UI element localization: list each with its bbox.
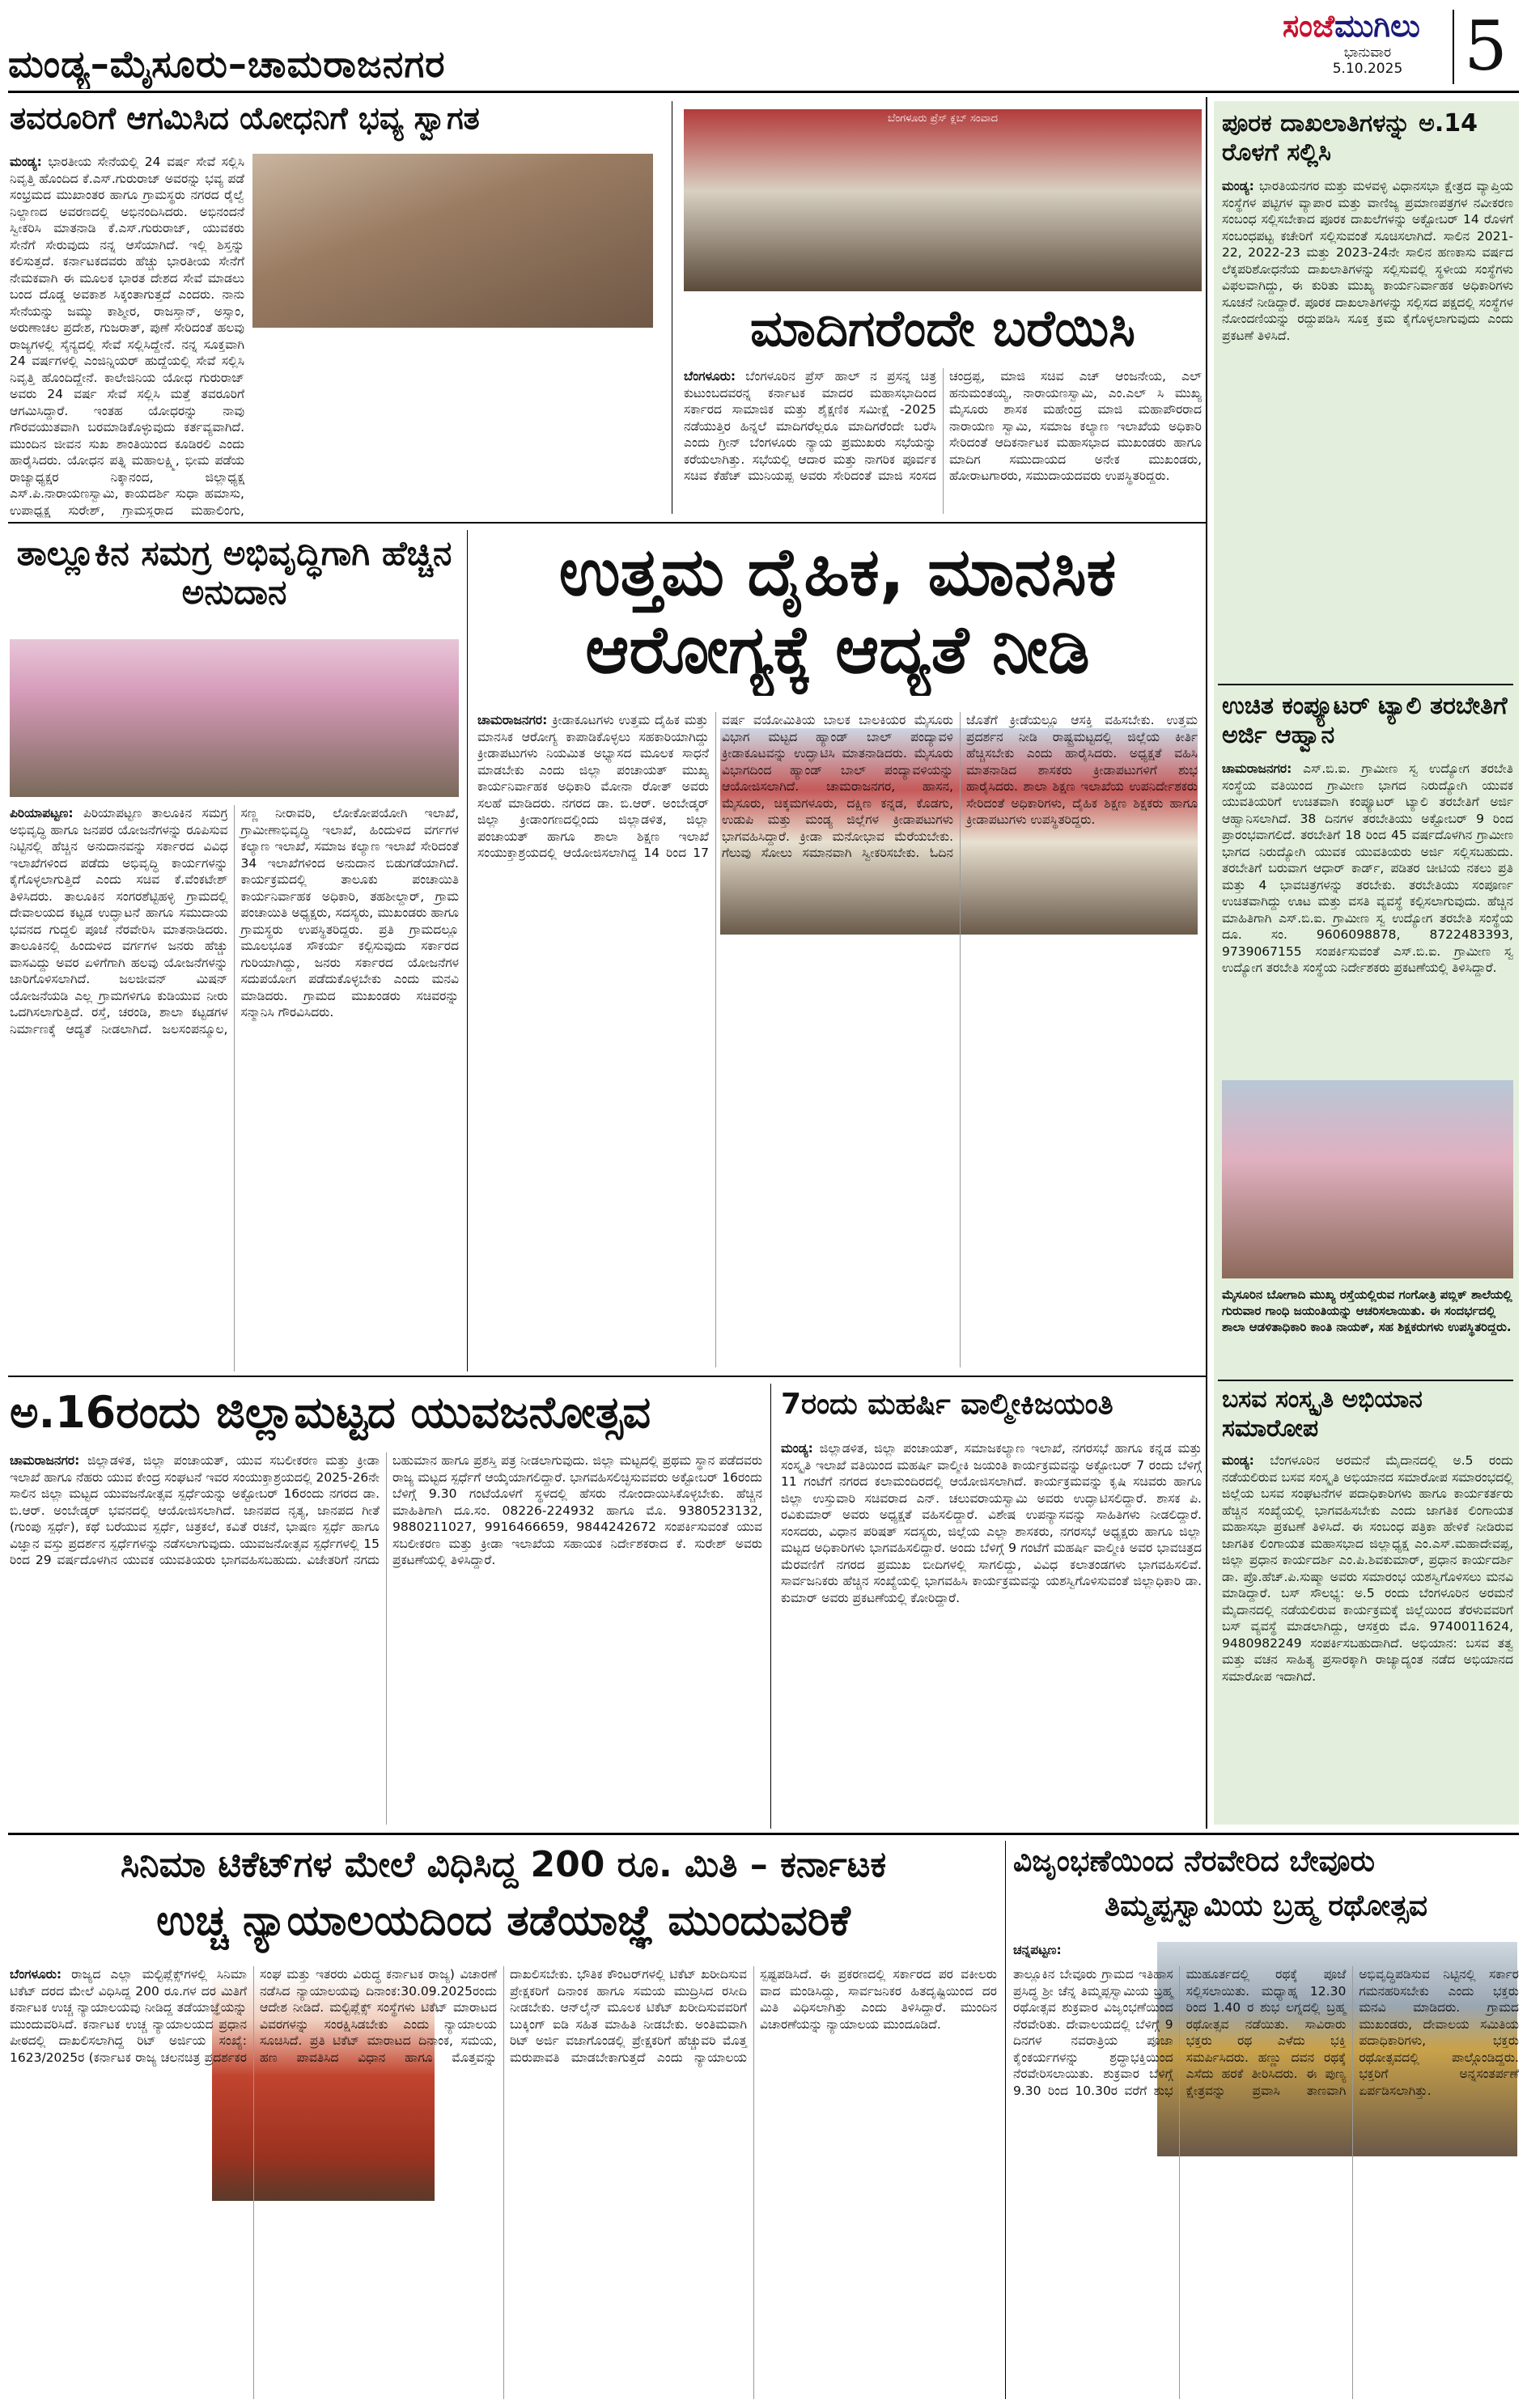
masthead-day: ಭಾನುವಾರ <box>1343 45 1392 61</box>
sidebar-supplement-body <box>1222 178 1513 680</box>
dateline: ಚಾಮರಾಜನಗರ: <box>477 713 548 727</box>
divider <box>467 530 468 1371</box>
article-welcome-text: ಭಾರತೀಯ ಸೇನೆಯಲ್ಲಿ 24 ವರ್ಷ ಸೇವೆ ಸಲ್ಲಿಸಿ ನಿವೃತ್ತಿ ಹೊಂದಿದ ಕೆ.ಎಸ್.ಗುರುರಾಜ್ ಅವರನ್ನು ಭವ್ಯ ಪಡೆ ಸಂಭ್ರಮದ ಮುಖಾಂತರ ಹಾಗೂ ಗ್ರಾಮಸ್ಥರು ನಗರದ ರೈಲ್ವೆ ನಿಲ್ದಾಣದ ಅವರಣದಲ್ಲಿ ಅಭಿನಂದಿಸಿದರು. ಅಭಿನಂದನೆ ಸ್ವೀಕರಿಸಿ ಮಾತನಾಡಿ ಕೆ.ಎಸ್.ಗುರುರಾಜ್, ಯುವಕರು ಸೇನೆಗೆ ಸೇರುವುದು ನನ್ನ ಆಸೆಯಾಗಿದೆ. ಇಲ್ಲಿ ಶಿಸ್ತನ್ನು ಕಲಿಸುತ್ತದೆ. ಕರ್ನಾಟಕದವರು ಹೆಚ್ಚು ಭಾರತೀಯ ಸೇನೆಗೆ ನೇಮಕವಾಗಿ ಈ ಮೂಲಕ ಭಾರತ ದೇಶದ ಸೇವೆ ಮಾಡಲು ಬಂದ ದೊಡ್ಡ ಅವಕಾಶ ಸಿಕ್ಕಂತಾಗುತ್ತದೆ ಎಂದರು. ನಾನು ಸೇನೆಯನ್ನು ಜಮ್ಮು ಕಾಶ್ಮೀರ, ರಾಜಸ್ತಾನ್, ಅಸ್ಸಾಂ, ಅರುಣಾಚಲ ಪ್ರದೇಶ, ಗುಜರಾತ್, ಪುಣೆ ಸೇರಿದಂತೆ ಹಲವು ರಾಜ್ಯಗಳಲ್ಲಿ ಸೈನ್ಯದಲ್ಲಿ ಸೇವೆ ಸಲ್ಲಿಸಿದ್ದೇನೆ. ನನ್ನ ಸೂಕ್ತವಾಗಿ 24 ವರ್ಷಗಳಲ್ಲಿ ಎಂಜಿನ್ನಿಯರ್ ಹುದ್ದೆಯಲ್ಲಿ ಸೇವೆ ಸಲ್ಲಿಸಿ ನಿವೃತ್ತಿ ಹೊಂದಿದ್ದೇನೆ. ಕಾಲೇಜಿನಿಯ ಯೋಧ ಗುರುರಾಜ್ ಅವರು 24 ವರ್ಷ ಸೇವೆ ಸಲ್ಲಿಸಿ ಮತ್ತೆ ತವರೂರಿಗೆ ಆಗಮಿಸಿದ್ದಾರೆ. ಇಂತಹ ಯೋಧರನ್ನು ನಾವು ಗೌರವಯುತವಾಗಿ ಬರಮಾಡಿಕೊಳ್ಳುವುದು ಕರ್ತವ್ಯವಾಗಿದೆ. ಮುಂದಿನ ಜೀವನ ಸುಖ ಶಾಂತಿಯಿಂದ ಕೂಡಿರಲಿ ಎಂದು ಹಾರೈಸಿದರು. ಯೋಧನ ಪತ್ನಿ ಮಹಾಲಕ್ಷ್ಮಿ, ಭೀಮ ಪಡೆಯ ರಾಜ್ಯಾಧ್ಯಕ್ಷರ ನಿಕ್ಕಾನಂದ, ಜಿಲ್ಲಾಧ್ಯಕ್ಷ ಎಸ್.ಪಿ.ನಾರಾಯಣಸ್ವಾಮಿ, ಕಾಯದರ್ಶಿ ಸುಧಾ ಹಮಾಸು, ಉಪಾಧ್ಯಕ್ಷ ಸುರೇಶ್, ಗ್ರಾಮಸ್ಥರಾದ ಮಹಾಲಿಂಗು, <box>10 155 244 518</box>
sidebar-supplement-headline: ಪೂರಕ ದಾಖಲಾತಿಗಳನ್ನು ಅ.14 ರೊಳಗೆ ಸಲ್ಲಿಸಿ <box>1222 109 1478 167</box>
dateline: ಪಿರಿಯಾಪಟ್ಟಣ: <box>10 806 74 820</box>
article-welcome-photo <box>252 154 653 328</box>
dateline: ಮಂಡ್ಯ: <box>1222 1453 1254 1468</box>
article-taluk-headline: ತಾಲ್ಲೂಕಿನ ಸಮಗ್ರ ಅಭಿವೃದ್ಧಿಗಾಗಿ ಹೆಚ್ಚಿನ ಅನುದಾನ <box>16 534 452 613</box>
sidebar-photo <box>1222 1080 1513 1278</box>
article-welcome-body-a <box>10 154 244 518</box>
brand-part1: ಸಂಜೆ <box>1283 8 1335 44</box>
dateline: ಬೆಂಗಳೂರು: <box>684 369 736 384</box>
article-madiga-banner: ಬೆಂಗಳೂರು ಪ್ರೆಸ್‌ ಕ್ಲಬ್ ಸಂವಾದ <box>888 112 998 125</box>
article-cinema-text: ರಾಜ್ಯದ ಎಲ್ಲಾ ಮಲ್ಟಿಪ್ಲೆಕ್ಸ್‌ಗಳಲ್ಲಿ ಸಿನಿಮಾ ಟಿಕೆಟ್ ದರದ ಮೇಲೆ ವಿಧಿಸಿದ್ದ 200 ರೂ.ಗಳ ದರ ಮಿತಿಗೆ ಕರ್ನಾಟಕ ಉಚ್ಚ ನ್ಯಾಯಾಲಯವು ನೀಡಿದ್ದ ತಡೆಯಾಜ್ಞೆಯನ್ನು ಮುಂದುವರಿಸಿದೆ. ಕರ್ನಾಟಕ ಉಚ್ಚ ನ್ಯಾಯಾಲಯದ ಪ್ರಧಾನ ಪೀಠದಲ್ಲಿ ದಾಖಲಿಸಲಾಗಿದ್ದ ರಿಟ್ ಅರ್ಜಿಯ ಸಂಖ್ಯೆ: 1623/2025ರ (ಕರ್ನಾಟಕ ರಾಜ್ಯ ಚಲನಚಿತ್ರ ಪ್ರದರ್ಶಕರ ಸಂಘ ಮತ್ತು ಇತರರು ವಿರುದ್ಧ ಕರ್ನಾಟಕ ರಾಜ್ಯ) ವಿಚಾರಣೆ ನಡೆಸಿದ ನ್ಯಾಯಾಲಯವು ದಿನಾಂಕ:30.09.2025ರಂದು ಆದೇಶ ನೀಡಿದೆ. ಮಲ್ಟಿಪ್ಲೆಕ್ಸ್ ಸಂಸ್ಥೆಗಳು ಟಿಕೆಟ್ ಮಾರಾಟದ ವಿವರಗಳನ್ನು ಸಂರಕ್ಷಿಸಿಡಬೇಕು ಎಂದು ನ್ಯಾಯಾಲಯ ಸೂಚಿಸಿದೆ. ಪ್ರತಿ ಟಿಕೆಟ್ ಮಾರಾಟದ ದಿನಾಂಕ, ಸಮಯ, ಹಣ ಪಾವತಿಸಿದ ವಿಧಾನ ಹಾಗೂ ಮೊತ್ತವನ್ನು ದಾಖಲಿಸಬೇಕು. ಭೌತಿಕ ಕೌಂಟರ್‌ಗಳಲ್ಲಿ ಟಿಕೆಟ್ ಖರೀದಿಸುವ ಪ್ರೇಕ್ಷಕರಿಗೆ ದಿನಾಂಕ ಹಾಗೂ ಸಮಯ ಮುದ್ರಿಸಿದ ರಸೀದಿ ನೀಡಬೇಕು. ಆನ್‌ಲೈನ್ ಮೂಲಕ ಟಿಕೆಟ್ ಖರೀದಿಸುವವರಿಗೆ ಬುಕ್ಕಿಂಗ್ ಐಡಿ ಸಹಿತ ಮಾಹಿತಿ ನೀಡಬೇಕು. ಅಂತಿಮವಾಗಿ ರಿಟ್ ಅರ್ಜಿ ವಜಾಗೊಂಡಲ್ಲಿ ಪ್ರೇಕ್ಷಕರಿಗೆ ಹೆಚ್ಚುವರಿ ಮೊತ್ತ ಮರುಪಾವತಿ ಮಾಡಬೇಕಾಗುತ್ತದೆ ಎಂದು ನ್ಯಾಯಾಲಯ ಸ್ಪಷ್ಟಪಡಿಸಿದೆ. ಈ ಪ್ರಕರಣದಲ್ಲಿ ಸರ್ಕಾರದ ಪರ ವಕೀಲರು ವಾದ ಮಂಡಿಸಿದ್ದು, ಸಾರ್ವಜನಿಕರ ಹಿತದೃಷ್ಟಿಯಿಂದ ದರ ಮಿತಿ ವಿಧಿಸಲಾಗಿತ್ತು ಎಂದು ತಿಳಿಸಿದ್ದಾರೆ. ಮುಂದಿನ ವಿಚಾರಣೆಯನ್ನು ನ್ಯಾಯಾಲಯ ಮುಂದೂಡಿದೆ. <box>10 1967 997 2065</box>
dateline: ಮಂಡ್ಯ: <box>10 155 42 169</box>
article-valmiki-headline: 7ರಂದು ಮಹರ್ಷಿ ವಾಲ್ಮೀಕಿಜಯಂತಿ <box>781 1388 1113 1421</box>
spacer <box>708 712 709 713</box>
masthead-brand <box>1283 8 1453 45</box>
row-rule <box>8 1833 1519 1835</box>
masthead-date: 5.10.2025 <box>1332 61 1403 77</box>
dateline: ಮಂಡ್ಯ: <box>1222 179 1254 193</box>
divider <box>770 1384 771 1829</box>
sidebar-computer-text: ಎಸ್.ಬಿ.ಐ. ಗ್ರಾಮೀಣ ಸ್ವ ಉದ್ಯೋಗ ತರಬೇತಿ ಸಂಸ್ಥೆಯ ವತಿಯಿಂದ ಗ್ರಾಮೀಣ ಭಾಗದ ನಿರುದ್ಯೋಗಿ ಯುವಕ ಯುವತಿಯರಿಗೆ ಉಚಿತವಾಗಿ ಕಂಪ್ಯೂಟರ್ ಟ್ಯಾಲಿ ತರಬೇತಿಗೆ ಅರ್ಜಿ ಆಹ್ವಾನಿಸಲಾಗಿದೆ. 38 ದಿನಗಳ ತರಬೇತಿಯು ಅಕ್ಟೋಬರ್ 9 ರಿಂದ ಪ್ರಾರಂಭವಾಗಲಿದೆ. ತರಬೇತಿಗೆ 18 ರಿಂದ 45 ವರ್ಷದೊಳಗಿನ ಗ್ರಾಮೀಣ ಭಾಗದ ನಿರುದ್ಯೋಗಿ ಯುವಕ ಯುವತಿಯರು ಅರ್ಜಿ ಸಲ್ಲಿಸಬಹುದು. ತರಬೇತಿಗೆ ಬರುವಾಗ ಆಧಾರ್ ಕಾರ್ಡ್, ಪಡಿತರ ಚೀಟಿಯ ನಕಲು ಪ್ರತಿ ಮತ್ತು 4 ಭಾವಚಿತ್ರಗಳನ್ನು ತರಬೇಕು. ತರಬೇತಿಯು ಸಂಪೂರ್ಣ ಉಚಿತವಾಗಿದ್ದು ಊಟ ಮತ್ತು ವಸತಿ ವ್ಯವಸ್ಥೆ ಕಲ್ಪಿಸಲಾಗುವುದು. ಹೆಚ್ಚಿನ ಮಾಹಿತಿಗಾಗಿ ಎಸ್.ಬಿ.ಐ. ಗ್ರಾಮೀಣ ಸ್ವ ಉದ್ಯೋಗ ತರಬೇತಿ ಸಂಸ್ಥೆಯ ದೂ. ಸಂ. 9606098878, 8722483393, 9739067155 ಸಂಪರ್ಕಿಸುವಂತೆ ಎಸ್.ಬಿ.ಐ. ಗ್ರಾಮೀಣ ಸ್ವ ಉದ್ಯೋಗ ತರಬೇತಿ ಸಂಸ್ಥೆಯ ನಿರ್ದೇಶಕರು ಪ್ರಕಟಣೆಯಲ್ಲಿ ತಿಳಿಸಿದ್ದಾರೆ. <box>1222 761 1513 975</box>
divider <box>1218 684 1513 685</box>
top-rule <box>8 91 1519 93</box>
dateline: ಚನ್ನಪಟ್ಟಣ: <box>1013 1943 1062 1957</box>
dateline: ಚಾಮರಾಜನಗರ: <box>10 1453 80 1468</box>
sidebar-basava-text: ಬೆಂಗಳೂರಿನ ಅರಮನೆ ಮೈದಾನದಲ್ಲಿ ಅ.5 ರಂದು ನಡೆಯಲಿರುವ ಬಸವ ಸಂಸ್ಕೃತಿ ಅಭಿಯಾನದ ಸಮಾರೋಪ ಸಮಾರಂಭದಲ್ಲಿ ಜಿಲ್ಲೆಯ ಬಸವ ಸಂಘಟನೆಗಳ ಪದಾಧಿಕಾರಿಗಳು ಹಾಗೂ ಕಾರ್ಯಕರ್ತರು ಹೆಚ್ಚಿನ ಸಂಖ್ಯೆಯಲ್ಲಿ ಭಾಗವಹಿಸಬೇಕು ಎಂದು ಜಾಗತಿಕ ಲಿಂಗಾಯತ ಮಹಾಸಭಾ ಪ್ರಕಟಣೆ ತಿಳಿಸಿದೆ. ಈ ಸಂಬಂಧ ಪತ್ರಿಕಾ ಹೇಳಿಕೆ ನೀಡಿರುವ ಜಾಗತಿಕ ಲಿಂಗಾಯತ ಮಹಾಸಭಾದ ಜಿಲ್ಲಾಧ್ಯಕ್ಷ ಎಂ.ಎಸ್.ಮಹಾದೇವಪ್ಪ, ಜಿಲ್ಲಾ ಪ್ರಧಾನ ಕಾರ್ಯದರ್ಶಿ ಎಂ.ಪಿ.ಶಿವಕುಮಾರ್, ಪ್ರಧಾನ ಕಾರ್ಯದರ್ಶಿ ಡಾ. ಪ್ರೊ.ಹೆಚ್.ಪಿ.ಸುಷ್ಮಾ ಅವರು ಸಮಾರಂಭ ಯಶಸ್ವಿಗೊಳಿಸಲು ಮನವಿ ಮಾಡಿದ್ದಾರೆ. ಬಸ್ ಸೌಲಭ್ಯ: ಅ.5 ರಂದು ಬೆಂಗಳೂರಿನ ಅರಮನೆ ಮೈದಾನದಲ್ಲಿ ನಡೆಯಲಿರುವ ಕಾರ್ಯಕ್ರಮಕ್ಕೆ ಜಿಲ್ಲೆಯಿಂದ ತೆರಳುವವರಿಗೆ ಬಸ್ ವ್ಯವಸ್ಥೆ ಮಾಡಲಾಗಿದ್ದು, ಆಸಕ್ತರು ಮೊ. 9740011624, 9480982249 ಸಂಪರ್ಕಿಸಬಹುದಾಗಿದೆ. ಅಭಿಯಾನ: ಬಸವ ತತ್ವ ಮತ್ತು ವಚನ ಸಾಹಿತ್ಯ ಪ್ರಸಾರಕ್ಕಾಗಿ ರಾಜ್ಯಾದ್ಯಂತ ನಡೆದ ಅಭಿಯಾನದ ಸಮಾರೋಪ ಇದಾಗಿದೆ. <box>1222 1453 1513 1684</box>
article-taluk-photo <box>10 639 459 797</box>
article-madiga-body <box>684 368 1202 514</box>
article-youth-headline: ಅ.16ರಂದು ಜಿಲ್ಲಾಮಟ್ಟದ ಯುವಜನೋತ್ಸವ <box>10 1388 651 1438</box>
article-chariot-body <box>1013 1966 1519 2399</box>
article-madiga-photo <box>684 109 1202 291</box>
sidebar-basava-body <box>1222 1452 1513 1821</box>
article-youth-text: ಜಿಲ್ಲಾಡಳಿತ, ಜಿಲ್ಲಾ ಪಂಚಾಯತ್, ಯುವ ಸಬಲೀಕರಣ ಮತ್ತು ಕ್ರೀಡಾ ಇಲಾಖೆ ಹಾಗೂ ನೆಹರು ಯುವ ಕೇಂದ್ರ ಸಂಘಟನೆ ಇವರ ಸಂಯುಕ್ತಾಶ್ರಯದಲ್ಲಿ 2025-26ನೇ ಸಾಲಿನ ಜಿಲ್ಲಾ ಮಟ್ಟದ ಯುವಜನೋತ್ಸವ ಸ್ಪರ್ಧೆಯನ್ನು ಅಕ್ಟೋಬರ್ 16ರಂದು ನಗರದ ಡಾ. ಬಿ.ಆರ್. ಅಂಬೇಡ್ಕರ್ ಭವನದಲ್ಲಿ ಆಯೋಜಿಸಲಾಗಿದೆ. ಜಾನಪದ ನೃತ್ಯ, ಜಾನಪದ ಗೀತೆ (ಗುಂಪು ಸ್ಪರ್ಧೆ), ಕಥೆ ಬರೆಯುವ ಸ್ಪರ್ಧೆ, ಚಿತ್ರಕಲೆ, ಕವಿತೆ ರಚನೆ, ಭಾಷಣ ಸ್ಪರ್ಧೆ ಹಾಗೂ ವಿಜ್ಞಾನ ವಸ್ತು ಪ್ರದರ್ಶನ ಸ್ಪರ್ಧೆಗಳನ್ನು ನಡೆಸಲಾಗುವುದು. ಯುವಜನೋತ್ಸವ ಸ್ಪರ್ಧೆಗಳಲ್ಲಿ 15 ರಿಂದ 29 ವರ್ಷದೊಳಗಿನ ಯುವಕ ಯುವತಿಯರು ಭಾಗವಹಿಸಬಹುದು. ವಿಜೇತರಿಗೆ ನಗದು ಬಹುಮಾನ ಹಾಗೂ ಪ್ರಶಸ್ತಿ ಪತ್ರ ನೀಡಲಾಗುವುದು. ಜಿಲ್ಲಾ ಮಟ್ಟದಲ್ಲಿ ಪ್ರಥಮ ಸ್ಥಾನ ಪಡೆದವರು ರಾಜ್ಯ ಮಟ್ಟದ ಸ್ಪರ್ಧೆಗೆ ಆಯ್ಕೆಯಾಗಲಿದ್ದಾರೆ. ಭಾಗವಹಿಸಲಿಚ್ಛಿಸುವವರು ಅಕ್ಟೋಬರ್ 16ರಂದು ಬೆಳಿಗ್ಗೆ 9.30 ಗಂಟೆಯೊಳಗೆ ಸ್ಥಳದಲ್ಲಿ ಹೆಸರು ನೋಂದಾಯಿಸಿಕೊಳ್ಳಬೇಕು. ಹೆಚ್ಚಿನ ಮಾಹಿತಿಗಾಗಿ ದೂ.ಸಂ. 08226-224932 ಹಾಗೂ ಮೊ. 9380523132, 9880211027, 9916466659, 9844242672 ಸಂಪರ್ಕಿಸುವಂತೆ ಯುವ ಸಬಲೀಕರಣ ಮತ್ತು ಕ್ರೀಡಾ ಇಲಾಖೆಯ ಸಹಾಯಕ ನಿರ್ದೇಶಕರಾದ ಕೆ. ಸುರೇಶ್ ಅವರು ಪ್ರಕಟಣೆಯಲ್ಲಿ ತಿಳಿಸಿದ್ದಾರೆ. <box>10 1453 762 1567</box>
dateline: ಬೆಂಗಳೂರು: <box>10 1967 62 1982</box>
article-youth-body <box>10 1452 762 1825</box>
article-cinema-headline-2: ಉಚ್ಚ ನ್ಯಾಯಾಲಯದಿಂದ ತಡೆಯಾಜ್ಞೆ ಮುಂದುವರಿಕೆ <box>156 1897 850 1945</box>
article-valmiki-text: ಜಿಲ್ಲಾಡಳಿತ, ಜಿಲ್ಲಾ ಪಂಚಾಯತ್, ಸಮಾಜಕಲ್ಯಾಣ ಇಲಾಖೆ, ನಗರಸಭೆ ಹಾಗೂ ಕನ್ನಡ ಮತ್ತು ಸಂಸ್ಕೃತಿ ಇಲಾಖೆ ವತಿಯಿಂದ ಮಹರ್ಷಿ ವಾಲ್ಮೀಕಿ ಜಯಂತಿ ಕಾರ್ಯಕ್ರಮವನ್ನು ಅಕ್ಟೋಬರ್ 7 ರಂದು ಬೆಳಿಗ್ಗೆ 11 ಗಂಟೆಗೆ ನಗರದ ಕಲಾಮಂದಿರದಲ್ಲಿ ಆಯೋಜಿಸಲಾಗಿದೆ. ಕಾರ್ಯಕ್ರಮವನ್ನು ಕೃಷಿ ಸಚಿವರು ಹಾಗೂ ಜಿಲ್ಲಾ ಉಸ್ತುವಾರಿ ಸಚಿವರಾದ ಎನ್. ಚಲುವರಾಯಸ್ವಾಮಿ ಅವರು ಉದ್ಘಾಟಿಸಲಿದ್ದಾರೆ. ಶಾಸಕ ಪಿ. ರವಿಕುಮಾರ್ ಅವರು ಅಧ್ಯಕ್ಷತೆ ವಹಿಸಲಿದ್ದಾರೆ. ವಿಶೇಷ ಉಪನ್ಯಾಸವನ್ನು ಸಾಹಿತಿಗಳು ನೀಡಲಿದ್ದಾರೆ. ಸಂಸದರು, ವಿಧಾನ ಪರಿಷತ್ ಸದಸ್ಯರು, ಜಿಲ್ಲೆಯ ಎಲ್ಲಾ ಶಾಸಕರು, ನಗರಸಭೆ ಅಧ್ಯಕ್ಷರು ಹಾಗೂ ಜಿಲ್ಲಾ ಮಟ್ಟದ ಅಧಿಕಾರಿಗಳು ಭಾಗವಹಿಸಲಿದ್ದಾರೆ. ಅಂದು ಬೆಳಿಗ್ಗೆ 9 ಗಂಟೆಗೆ ಮಹರ್ಷಿ ವಾಲ್ಮೀಕಿ ಅವರ ಭಾವಚಿತ್ರದ ಮೆರವಣಿಗೆ ನಗರದ ಪ್ರಮುಖ ಬೀದಿಗಳಲ್ಲಿ ಸಾಗಲಿದ್ದು, ವಿವಿಧ ಕಲಾತಂಡಗಳು ಭಾಗವಹಿಸಲಿವೆ. ಸಾರ್ವಜನಿಕರು ಹೆಚ್ಚಿನ ಸಂಖ್ಯೆಯಲ್ಲಿ ಭಾಗವಹಿಸಿ ಕಾರ್ಯಕ್ರಮವನ್ನು ಯಶಸ್ವಿಗೊಳಿಸುವಂತೆ ಜಿಲ್ಲಾಧಿಕಾರಿ ಡಾ. ಕುಮಾರ್ ಅವರು ಪ್ರಕಟಣೆಯಲ್ಲಿ ಕೋರಿದ್ದಾರೆ. <box>781 1441 1202 1605</box>
article-taluk-body <box>10 805 459 1371</box>
sidebar-computer-body <box>1222 761 1513 1072</box>
article-health-text: ಕ್ರೀಡಾಕೂಟಗಳು ಉತ್ತಮ ದೈಹಿಕ ಮತ್ತು ಮಾನಸಿಕ ಆರೋಗ್ಯ ಕಾಪಾಡಿಕೊಳ್ಳಲು ಸಹಕಾರಿಯಾಗಿದ್ದು ಕ್ರೀಡಾಪಟುಗಳು ನಿಯಮಿತ ಅಭ್ಯಾಸದ ಮೂಲಕ ಸಾಧನೆ ಮಾಡಬೇಕು ಎಂದು ಜಿಲ್ಲಾ ಪಂಚಾಯತ್ ಮುಖ್ಯ ಕಾರ್ಯನಿರ್ವಾಹಕ ಅಧಿಕಾರಿ ಮೋನಾ ರೋತ್ ಅವರು ಸಲಹೆ ಮಾಡಿದರು. ನಗರದ ಡಾ. ಬಿ.ಆರ್. ಅಂಬೇಡ್ಕರ್ ಜಿಲ್ಲಾ ಕ್ರೀಡಾಂಗಣದಲ್ಲಿಂದು ಜಿಲ್ಲಾಡಳಿತ, ಜಿಲ್ಲಾ ಪಂಚಾಯತ್ ಹಾಗೂ ಶಾಲಾ ಶಿಕ್ಷಣ ಇಲಾಖೆ ಸಂಯುಕ್ತಾಶ್ರಯದಲ್ಲಿ ಆಯೋಜಿಸಲಾಗಿದ್ದ 14 ರಿಂದ 17 ವರ್ಷ ವಯೋಮಿತಿಯ ಬಾಲಕ ಬಾಲಕಿಯರ ಮೈಸೂರು ವಿಭಾಗ ಮಟ್ಟದ ಹ್ಯಾಂಡ್ ಬಾಲ್ ಪಂದ್ಯಾವಳಿ ಕ್ರೀಡಾಕೂಟವನ್ನು ಉದ್ಘಾಟಿಸಿ ಮಾತನಾಡಿದರು. ಮೈಸೂರು ವಿಭಾಗದಿಂದ ಹ್ಯಾಂಡ್ ಬಾಲ್ ಪಂದ್ಯಾವಳಿಯನ್ನು ಆಯೋಜಿಸಲಾಗಿದೆ. ಚಾಮರಾಜನಗರ, ಹಾಸನ, ಮೈಸೂರು, ಚಿಕ್ಕಮಗಳೂರು, ದಕ್ಷಿಣ ಕನ್ನಡ, ಕೊಡಗು, ಉಡುಪಿ ಮತ್ತು ಮಂಡ್ಯ ಜಿಲ್ಲೆಗಳ ಕ್ರೀಡಾಪಟುಗಳು ಭಾಗವಹಿಸಿದ್ದಾರೆ. ಕ್ರೀಡಾ ಮನೋಭಾವ ಮೆರೆಯಬೇಕು. ಗೆಲುವು ಸೋಲು ಸಮಾನವಾಗಿ ಸ್ವೀಕರಿಸಬೇಕು. ಓದಿನ ಜೊತೆಗೆ ಕ್ರೀಡೆಯಲ್ಲೂ ಆಸಕ್ತಿ ವಹಿಸಬೇಕು. ಉತ್ತಮ ಪ್ರದರ್ಶನ ನೀಡಿ ರಾಷ್ಟ್ರಮಟ್ಟದಲ್ಲಿ ಜಿಲ್ಲೆಯ ಕೀರ್ತಿ ಹೆಚ್ಚಿಸಬೇಕು ಎಂದು ಹಾರೈಸಿದರು. ಅಧ್ಯಕ್ಷತೆ ವಹಿಸಿ ಮಾತನಾಡಿದ ಶಾಸಕರು ಕ್ರೀಡಾಪಟುಗಳಿಗೆ ಶುಭ ಹಾರೈಸಿದರು. ಶಾಲಾ ಶಿಕ್ಷಣ ಇಲಾಖೆಯ ಉಪನಿರ್ದೇಶಕರು ಸೇರಿದಂತೆ ಅಧಿಕಾರಿಗಳು, ದೈಹಿಕ ಶಿಕ್ಷಣ ಶಿಕ್ಷಕರು ಹಾಗೂ ಕ್ರೀಡಾಪಟುಗಳು ಉಪಸ್ಥಿತರಿದ್ದರು. <box>477 713 1198 860</box>
divider <box>1218 1380 1513 1381</box>
article-taluk-text: ಪಿರಿಯಾಪಟ್ಟಣ ತಾಲೂಕಿನ ಸಮಗ್ರ ಅಭಿವೃದ್ಧಿ ಹಾಗೂ ಜನಪರ ಯೋಜನೆಗಳನ್ನು ರೂಪಿಸುವ ನಿಟ್ಟಿನಲ್ಲಿ ಹೆಚ್ಚಿನ ಅನುದಾನವನ್ನು ಸರ್ಕಾರದ ವಿವಿಧ ಇಲಾಖೆಗಳಿಂದ ಪಡೆದು ಅಭಿವೃದ್ಧಿ ಕಾರ್ಯಗಳನ್ನು ಕೈಗೊಳ್ಳಲಾಗುತ್ತಿದೆ ಎಂದು ಸಚಿವ ಕೆ.ವೆಂಕಟೇಶ್ ತಿಳಿಸಿದರು. ತಾಲೂಕಿನ ಸಂಗರಶೆಟ್ಟಿಹಳ್ಳಿ ಗ್ರಾಮದಲ್ಲಿ ದೇವಾಲಯದ ಕಟ್ಟಡ ಉದ್ಘಾಟನೆ ಹಾಗೂ ಸಮುದಾಯ ಭವನದ ಗುದ್ದಲಿ ಪೂಜೆ ನೆರವೇರಿಸಿ ಮಾತನಾಡಿದರು. ತಾಲೂಕಿನಲ್ಲಿ ಹಿಂದುಳಿದ ವರ್ಗಗಳ ಜನರು ಹೆಚ್ಚು ವಾಸವಿದ್ದು ಅವರ ಏಳಿಗೆಗಾಗಿ ಹಲವು ಯೋಜನೆಗಳನ್ನು ಜಾರಿಗೊಳಿಸಲಾಗಿದೆ. ಜಲಜೀವನ್ ಮಿಷನ್ ಯೋಜನೆಯಡಿ ಎಲ್ಲ ಗ್ರಾಮಗಳಿಗೂ ಕುಡಿಯುವ ನೀರು ಒದಗಿಸಲಾಗುತ್ತಿದೆ. ರಸ್ತೆ, ಚರಂಡಿ, ಶಾಲಾ ಕಟ್ಟಡಗಳ ನಿರ್ಮಾಣಕ್ಕೆ ಆದ್ಯತೆ ನೀಡಲಾಗಿದೆ. ಜಲಸಂಪನ್ಮೂಲ, ಸಣ್ಣ ನೀರಾವರಿ, ಲೋಕೋಪಯೋಗಿ ಇಲಾಖೆ, ಗ್ರಾಮೀಣಾಭಿವೃದ್ಧಿ ಇಲಾಖೆ, ಹಿಂದುಳಿದ ವರ್ಗಗಳ ಕಲ್ಯಾಣ ಇಲಾಖೆ, ಸಮಾಜ ಕಲ್ಯಾಣ ಇಲಾಖೆ ಸೇರಿದಂತೆ 34 ಇಲಾಖೆಗಳಿಂದ ಅನುದಾನ ಬಿಡುಗಡೆಯಾಗಿದೆ. ಕಾರ್ಯಕ್ರಮದಲ್ಲಿ ತಾಲೂಕು ಪಂಚಾಯಿತಿ ಕಾರ್ಯನಿರ್ವಾಹಕ ಅಧಿಕಾರಿ, ತಹಶೀಲ್ದಾರ್, ಗ್ರಾಮ ಪಂಚಾಯಿತಿ ಅಧ್ಯಕ್ಷರು, ಸದಸ್ಯರು, ಮುಖಂಡರು ಹಾಗೂ ಗ್ರಾಮಸ್ಥರು ಉಪಸ್ಥಿತರಿದ್ದರು. ಪ್ರತಿ ಗ್ರಾಮದಲ್ಲೂ ಮೂಲಭೂತ ಸೌಕರ್ಯ ಕಲ್ಪಿಸುವುದು ಸರ್ಕಾರದ ಗುರಿಯಾಗಿದ್ದು, ಜನರು ಸರ್ಕಾರದ ಯೋಜನೆಗಳ ಸದುಪಯೋಗ ಪಡೆದುಕೊಳ್ಳಬೇಕು ಎಂದು ಮನವಿ ಮಾಡಿದರು. ಗ್ರಾಮದ ಮುಖಂಡರು ಸಚಿವರನ್ನು ಸನ್ಮಾನಿಸಿ ಗೌರವಿಸಿದರು. <box>10 806 459 1037</box>
article-cinema-body <box>10 1966 997 2399</box>
section-title: ಮಂಡ್ಯ–ಮೈಸೂರು–ಚಾಮರಾಜನಗರ <box>8 42 446 86</box>
page-number: 5 <box>1453 10 1517 84</box>
sidebar-divider <box>1206 97 1207 1829</box>
article-health-body <box>477 712 1198 1367</box>
article-chariot-headline-2: ತಿಮ್ಮಪ್ಪಸ್ವಾಮಿಯ ಬ್ರಹ್ಮ ರಥೋತ್ಸವ <box>1105 1889 1427 1923</box>
article-valmiki-body <box>781 1440 1202 1825</box>
dateline: ಚಾಮರಾಜನಗರ: <box>1222 761 1292 776</box>
article-health-headline: ಉತ್ತಮ ದೈಹಿಕ, ಮಾನಸಿಕ ಆರೋಗ್ಯಕ್ಕೆ ಆದ್ಯತೆ ನೀಡಿ <box>558 534 1117 689</box>
sidebar-basava-headline: ಬಸವ ಸಂಸ್ಕೃತಿ ಅಭಿಯಾನ ಸಮಾರೋಪ <box>1222 1385 1423 1443</box>
row-rule <box>8 522 1206 524</box>
row-rule <box>8 1376 1206 1377</box>
article-madiga-text: ಬೆಂಗಳೂರಿನ ಪ್ರೆಸ್‌ ಹಾಲ್‌ ನ ಪ್ರಸನ್ನ ಚಿತ್ರ ಕುಟುಂಬದವರನ್ನ ಕರ್ನಾಟಕ ಮಾದರ ಮಹಾಸಭಾದಿಂದ ಸರ್ಕಾರದ ಸಾಮಾಜಿಕ ಮತ್ತು ಶೈಕ್ಷಣಿಕ ಸಮೀಕ್ಷೆ -2025 ನಡೆಯುತ್ತಿರ ಹಿನ್ನಲೆ ಮಾದಿಗರೆಲ್ಲರೂ ಮಾದಿಗರೆಂದೇ ಬರೆಸಿ ಎಂದು ಗ್ರೀನ್ ಬೆಂಗಳೂರು ನ್ಯಾಯ ಪ್ರಮುಖರು ಸಭೆಯನ್ನು ಕರೆಯಲಾಗಿತ್ತು. ಸಭೆಯಲ್ಲಿ ಆದಾರ ಮತ್ತು ನಾಗರಿಕ ಪೂರ್ವಕ ಸಚಿವ ಕೆಹೆಚ್ ಮುನಿಯಪ್ಪ ಅವರು ಸೇರಿದಂತೆ ಮಾಜಿ ಸಂಸದ ಚಂದ್ರಪ್ಪ, ಮಾಜಿ ಸಚಿವ ಎಚ್ ಆಂಜನೇಯ, ಎಲ್ ಹನುಮಂತಯ್ಯ, ನಾರಾಯಣಸ್ವಾಮಿ, ಎಂ.ಎಲ್ ಸಿ ಮುಖ್ಯ ಮೈಸೂರು ಶಾಸಕ ಮಹೇಂದ್ರ ಮಾಜಿ ಮಹಾಪೌರರಾದ ನಾರಾಯಣ ಸ್ವಾಮಿ, ಸಮಾಜ ಕಲ್ಯಾಣ ಇಲಾಖೆಯ ಅಧಿಕಾರಿ ಸೇರಿದಂತೆ ಆದಿಕರ್ನಾಟಕ ಮಹಾಸಭಾದ ಮುಖಂಡರು ಹಾಗೂ ಮಾದಿಗ ಸಮುದಾಯದ ಅನೇಕ ಮುಖಂಡರು, ಹೋರಾಟಗಾರರು, ಸಮುದಾಯದವರು ಉಪಸ್ಥಿತರಿದ್ದರು. <box>684 369 1202 483</box>
sidebar-computer-headline: ಉಚಿತ ಕಂಪ್ಯೂಟರ್ ಟ್ಯಾಲಿ ತರಬೇತಿಗೆ ಅರ್ಜಿ ಆಹ್ವಾನ <box>1222 692 1508 749</box>
sidebar-supplement-text: ಭಾರತಿಯನಗರ ಮತ್ತು ಮಳವಳ್ಳಿ ವಿಧಾನಸಭಾ ಕ್ಷೇತ್ರದ ವ್ಯಾಪ್ತಿಯ ಸಂಸ್ಥೆಗಳ ಪಟ್ಟಿಗಳ ವ್ಯಾಪಾರ ಮತ್ತು ವಾಣಿಜ್ಯ ಪ್ರಮಾಣಪತ್ರಗಳ ನವೀಕರಣ ಸಂಬಂಧ ಸಲ್ಲಿಸಬೇಕಾದ ಪೂರಕ ದಾಖಲೆಗಳನ್ನು ಅಕ್ಟೋಬರ್ 14 ರೊಳಗೆ ಸಂಬಂಧಪಟ್ಟ ಕಚೇರಿಗೆ ಸಲ್ಲಿಸುವಂತೆ ಸೂಚಿಸಲಾಗಿದೆ. ಸಾಲಿನ 2021-22, 2022-23 ಮತ್ತು 2023-24ನೇ ಸಾಲಿನ ಹಣಕಾಸು ವರ್ಷದ ಲೆಕ್ಕಪರಿಶೋಧನೆಯ ದಾಖಲಾತಿಗಳನ್ನು ಸಲ್ಲಿಸುವಲ್ಲಿ ಸ್ಥಳೀಯ ಸಂಸ್ಥೆಗಳು ವಿಫಲವಾಗಿದ್ದು, ಈ ಕುರಿತು ಮುಖ್ಯ ಕಾರ್ಯನಿರ್ವಾಹಕ ಅಧಿಕಾರಿಗಳು ಸೂಚನೆ ನೀಡಿದ್ದಾರೆ. ಪೂರಕ ದಾಖಲಾತಿಗಳನ್ನು ಸಲ್ಲಿಸದ ಪಕ್ಷದಲ್ಲಿ ಸಂಸ್ಥೆಗಳ ನೋಂದಣಿಯನ್ನು ರದ್ದುಪಡಿಸಿ ಸೂಕ್ತ ಕ್ರಮ ಕೈಗೊಳ್ಳಲಾಗುವುದು ಎಂದು ಪ್ರಕಟಣೆ ತಿಳಿಸಿದೆ. <box>1222 179 1513 343</box>
article-chariot-headline-1: ವಿಜೃಂಭಣೆಯಿಂದ ನೆರವೇರಿದ ಬೇವೂರು <box>1013 1845 1375 1878</box>
article-cinema-headline-1: ಸಿನಿಮಾ ಟಿಕೆಟ್‌ಗಳ ಮೇಲೆ ವಿಧಿಸಿದ್ದ 200 ರೂ. ಮಿತಿ – ಕರ್ನಾಟಕ <box>120 1845 887 1885</box>
masthead <box>1283 8 1453 83</box>
sidebar-caption: ಮೈಸೂರಿನ ಬೋಗಾದಿ ಮುಖ್ಯ ರಸ್ತೆಯಲ್ಲಿರುವ ಗಂಗೋತ್ರಿ ಪಬ್ಲಿಕ್ ಶಾಲೆಯಲ್ಲಿ ಗುರುವಾರ ಗಾಂಧಿ ಜಯಂತಿಯನ್ನು ಆಚರಿಸಲಾಯಿತು. ಈ ಸಂದರ್ಭದಲ್ಲಿ ಶಾಲಾ ಆಡಳಿತಾಧಿಕಾರಿ ಕಾಂತಿ ನಾಯಕ್, ಸಹ ಶಿಕ್ಷಕರುಗಳು ಉಪಸ್ಥಿತರಿದ್ದರು. <box>1222 1287 1512 1334</box>
brand-part2: ಮುಗಿಲು <box>1334 8 1420 44</box>
article-madiga-headline: ಮಾದಿಗರೆಂದೇ ಬರೆಯಿಸಿ <box>750 299 1135 358</box>
article-welcome-headline: ತವರೂರಿಗೆ ಆಗಮಿಸಿದ ಯೋಧನಿಗೆ ಭವ್ಯ ಸ್ವಾಗತ <box>10 101 480 136</box>
dateline: ಮಂಡ್ಯ: <box>781 1441 813 1456</box>
divider <box>1005 1841 1006 2399</box>
article-chariot-text: ತಾಲ್ಲೂಕಿನ ಬೇವೂರು ಗ್ರಾಮದ ಇತಿಹಾಸ ಪ್ರಸಿದ್ಧ ಶ್ರೀ ಚೆನ್ನ ತಿಮ್ಮಪ್ಪಸ್ವಾಮಿಯ ಬ್ರಹ್ಮ ರಥೋತ್ಸವ ಶುಕ್ರವಾರ ವಿಜೃಂಭಣೆಯಿಂದ ನೆರವೇರಿತು. ದೇವಾಲಯದಲ್ಲಿ ಬೆಳಿಗ್ಗೆ 9 ದಿನಗಳ ನವರಾತ್ರಿಯ ಪೂಜಾ ಕೈಂಕರ್ಯಗಳನ್ನು ಶ್ರದ್ಧಾಭಕ್ತಿಯಿಂದ ನೆರವೇರಿಸಲಾಯಿತು. ಶುಕ್ರವಾರ ಬೆಳಿಗ್ಗೆ 9.30 ರಿಂದ 10.30ರ ವರೆಗೆ ಶುಭ ಮುಹೂರ್ತದಲ್ಲಿ ರಥಕ್ಕೆ ಪೂಜೆ ಸಲ್ಲಿಸಲಾಯಿತು. ಮಧ್ಯಾಹ್ನ 12.30 ರಿಂದ 1.40 ರ ಶುಭ ಲಗ್ನದಲ್ಲಿ ಬ್ರಹ್ಮ ರಥೋತ್ಸವ ನಡೆಯಿತು. ಸಾವಿರಾರು ಭಕ್ತರು ರಥ ಎಳೆದು ಭಕ್ತಿ ಸಮರ್ಪಿಸಿದರು. ಹಣ್ಣು ದವನ ರಥಕ್ಕೆ ಎಸೆದು ಹರಕೆ ತೀರಿಸಿದರು. ಈ ಪುಣ್ಯ ಕ್ಷೇತ್ರವನ್ನು ಪ್ರವಾಸಿ ತಾಣವಾಗಿ ಅಭಿವೃದ್ಧಿಪಡಿಸುವ ನಿಟ್ಟಿನಲ್ಲಿ ಸರ್ಕಾರ ಗಮನಹರಿಸಬೇಕು ಎಂದು ಭಕ್ತರು ಮನವಿ ಮಾಡಿದರು. ಗ್ರಾಮದ ಮುಖಂಡರು, ದೇವಾಲಯ ಸಮಿತಿಯ ಪದಾಧಿಕಾರಿಗಳು, ಭಕ್ತರು ರಥೋತ್ಸವದಲ್ಲಿ ಪಾಲ್ಗೊಂಡಿದ್ದರು. ಭಕ್ತರಿಗೆ ಅನ್ನಸಂತರ್ಪಣೆ ಏರ್ಪಡಿಸಲಾಗಿತ್ತು. <box>1013 1967 1519 2098</box>
